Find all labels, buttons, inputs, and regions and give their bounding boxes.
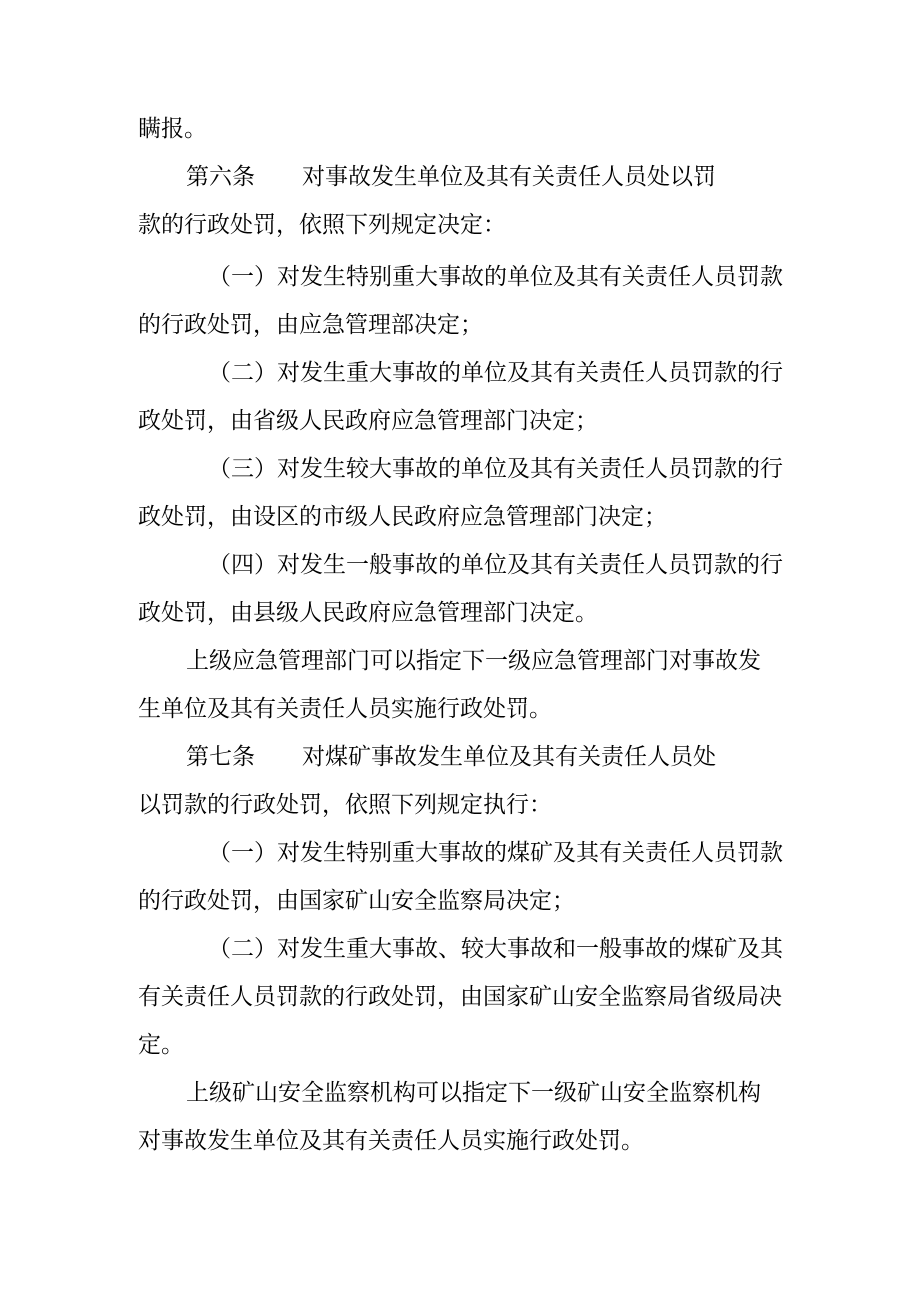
text-line: 对事故发生单位及其有关责任人员实施行政处罚。 [138,1128,644,1154]
text-line: 定。 [138,1032,184,1058]
text-line: （四）对发生一般事故的单位及其有关责任人员罚款的行 [208,552,783,578]
article-6-heading: 第六条 [186,164,255,190]
text-line: 的行政处罚，由应急管理部决定； [138,312,483,338]
text-line: 的行政处罚，由国家矿山安全监察局决定； [138,888,575,914]
text-line: （二）对发生重大事故的单位及其有关责任人员罚款的行 [208,360,783,386]
text-line: 对事故发生单位及其有关责任人员处以罚 [302,164,716,190]
text-line: 瞒报。 [138,116,207,142]
text-line: （一）对发生特别重大事故的煤矿及其有关责任人员罚款 [208,840,783,866]
text-line: 政处罚，由县级人民政府应急管理部门决定。 [138,600,598,626]
text-line: （三）对发生较大事故的单位及其有关责任人员罚款的行 [208,456,783,482]
text-line: 上级矿山安全监察机构可以指定下一级矿山安全监察机构 [186,1080,761,1106]
text-line: （二）对发生重大事故、较大事故和一般事故的煤矿及其 [208,936,783,962]
text-line: 生单位及其有关责任人员实施行政处罚。 [138,696,552,722]
text-line: 以罚款的行政处罚，依照下列规定执行： [138,792,552,818]
text-line: 政处罚，由省级人民政府应急管理部门决定； [138,408,598,434]
text-line: 款的行政处罚，依照下列规定决定： [138,212,506,238]
text-line: （一）对发生特别重大事故的单位及其有关责任人员罚款 [208,264,783,290]
text-line: 对煤矿事故发生单位及其有关责任人员处 [302,744,716,770]
text-line: 有关责任人员罚款的行政处罚，由国家矿山安全监察局省级局决 [138,984,782,1010]
text-line: 政处罚，由设区的市级人民政府应急管理部门决定； [138,504,667,530]
article-7-heading: 第七条 [186,744,255,770]
text-line: 上级应急管理部门可以指定下一级应急管理部门对事故发 [186,648,761,674]
